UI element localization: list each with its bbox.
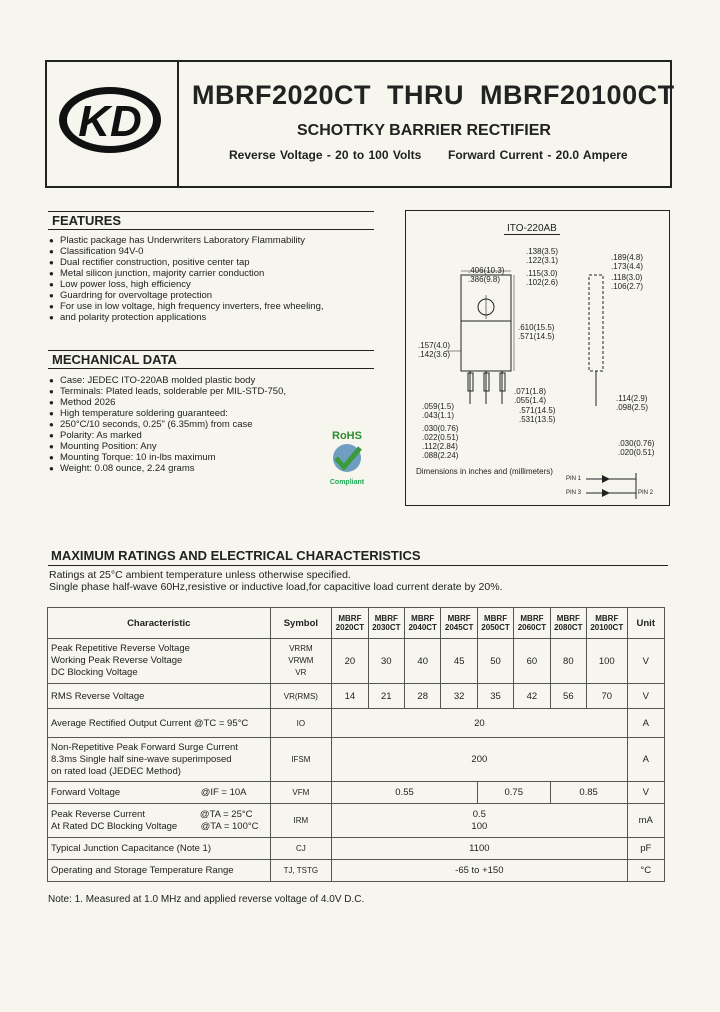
package-label: ITO-220AB (504, 223, 560, 235)
footnote: Note: 1. Measured at 1.0 MHz and applied reverse voltage of 4.0V D.C. (48, 894, 365, 905)
col-part: MBRF 2040CT (405, 608, 441, 639)
col-unit: Unit (627, 608, 665, 639)
list-item: ● Metal silicon junction, majority carrier conduction (49, 268, 379, 279)
dim-label: .112(2.84) .088(2.24) (422, 442, 459, 460)
ratings-note: Single phase half-wave 60Hz,resistive or inductive load,for capacitive load current derate by 20%. (49, 581, 503, 593)
dimensions-note: Dimensions in inches and (millimeters) (416, 467, 553, 476)
col-symbol: Symbol (270, 608, 332, 639)
pin2-label: PIN 2 (638, 490, 654, 496)
col-part: MBRF 2050CT (477, 608, 513, 639)
dim-label: .114(2.9) .098(2.5) (616, 394, 649, 412)
mechanical-list (49, 375, 349, 474)
col-part: MBRF 2060CT (514, 608, 550, 639)
dim-label: .138(3.5) .122(3.1) (526, 247, 559, 265)
list-item: ● Plastic package has Underwriters Laboratory Flammability (49, 235, 379, 246)
col-part: MBRF 2080CT (550, 608, 586, 639)
dim-label: .157(4.0) .142(3.6) (418, 341, 451, 359)
ratings-title: MAXIMUM RATINGS AND ELECTRICAL CHARACTERISTICS (51, 548, 421, 563)
dim-label: .610(15.5) .571(14.5) (518, 323, 555, 341)
table-row: Operating and Storage Temperature Range TJ, TSTG -65 to +150 °C (48, 860, 665, 882)
table-row: RMS Reverse Voltage VR(RMS) 14 21 28 32 35 42 56 70 V (48, 684, 665, 709)
list-item: ● For use in low voltage, high frequency inverters, free wheeling, (49, 301, 379, 312)
dim-label: .059(1.5) .043(1.1) (422, 402, 455, 420)
package-diagram (405, 210, 670, 506)
header-box (45, 60, 675, 188)
list-item: ● Guardring for overvoltage protection (49, 290, 379, 301)
table-row: Peak Repetitive Reverse Voltage Working Peak Reverse Voltage DC Blocking Voltage VRRM VRWM VR 20 30 40 45 50 60 80 100 V (48, 639, 665, 684)
col-characteristic: Characteristic (48, 608, 271, 639)
table-row: Typical Junction Capacitance (Note 1) CJ 1100 pF (48, 838, 665, 860)
list-item-continuation: ● and polarity protection applications (49, 312, 379, 323)
features-rule-bottom (48, 229, 374, 230)
kd-logo (47, 62, 177, 186)
features-title: FEATURES (52, 213, 122, 228)
dim-label: .571(14.5) .531(13.5) (519, 406, 556, 424)
list-item: ● Mounting Torque: 10 in-lbs maximum (49, 452, 349, 463)
logo-text: KD (78, 97, 142, 146)
rohs-label: RoHS (332, 430, 362, 442)
col-part: MBRF 20100CT (587, 608, 627, 639)
col-part: MBRF 2030CT (368, 608, 404, 639)
list-item: ● Mounting Position: Any (49, 441, 349, 452)
features-rule-top (48, 211, 374, 212)
rohs-sub: Compliant (329, 479, 365, 486)
list-item: ● Terminals: Plated leads, solderable per MIL-STD-750, (49, 386, 349, 397)
table-row: Forward Voltage @IF = 10A VFM 0.55 0.75 0.85 V (48, 782, 665, 804)
dim-label: .030(0.76) .022(0.51) (422, 424, 459, 442)
list-item: ● Weight: 0.08 ounce, 2.24 grams (49, 463, 349, 474)
reverse-voltage: Reverse Voltage - 20 to 100 Volts (229, 148, 422, 162)
list-item-continuation: ● Method 2026 (49, 397, 349, 408)
col-part: MBRF 2045CT (441, 608, 477, 639)
list-item: ● Polarity: As marked (49, 430, 349, 441)
dim-label: .071(1.8) .055(1.4) (514, 387, 547, 405)
dim-label: .118(3.0) .106(2.7) (611, 273, 644, 291)
ratings-note: Ratings at 25°C ambient temperature unless otherwise specified. (49, 569, 351, 581)
col-part: MBRF 2020CT (332, 608, 368, 639)
rohs-badge (322, 430, 372, 488)
page-title: MBRF2020CT THRU MBRF20100CT (192, 80, 675, 110)
mech-rule-top (48, 350, 374, 351)
list-item: ● Case: JEDEC ITO-220AB molded plastic body (49, 375, 349, 386)
list-item: ● Low power loss, high efficiency (49, 279, 379, 290)
rohs-check-icon (322, 442, 372, 474)
forward-current: Forward Current - 20.0 Ampere (448, 148, 628, 162)
table-row: Non-Repetitive Peak Forward Surge Current 8.3ms Single half sine-wave superimposed on rated load (JEDEC Method) IFSM 200 A (48, 738, 665, 782)
headline-ratings (229, 148, 628, 162)
ratings-notes (49, 569, 503, 593)
subtitle: SCHOTTKY BARRIER RECTIFIER (297, 122, 551, 139)
logo-cell (47, 62, 179, 186)
mechanical-title: MECHANICAL DATA (52, 352, 177, 367)
list-item-continuation: ● 250°C/10 seconds, 0.25" (6.35mm) from case (49, 419, 349, 430)
list-item-continuation: ● Classification 94V-0 (49, 246, 379, 257)
list-item: ● Dual rectifier construction, positive center tap (49, 257, 379, 268)
features-list (49, 235, 379, 323)
ratings-table (47, 607, 665, 882)
table-row: Average Rectified Output Current @TC = 95°C IO 20 A (48, 709, 665, 738)
table-row: Peak Reverse Current @TA = 25°C At Rated DC Blocking Voltage @TA = 100°C IRM 0.5 100 mA (48, 804, 665, 838)
dim-label: .406(10.3) .386(9.8) (468, 266, 505, 284)
ratings-rule (48, 565, 668, 566)
mech-rule-bottom (48, 368, 374, 369)
dim-label: .189(4.8) .173(4.4) (611, 253, 644, 271)
dim-label: .115(3.0) .102(2.6) (526, 269, 559, 287)
pin3-label: PIN 3 (566, 490, 582, 496)
pin1-label: PIN 1 (566, 476, 582, 482)
list-item: ● High temperature soldering guaranteed: (49, 408, 349, 419)
table-header-row (48, 608, 665, 639)
dim-label: .030(0.76) .020(0.51) (618, 439, 655, 457)
